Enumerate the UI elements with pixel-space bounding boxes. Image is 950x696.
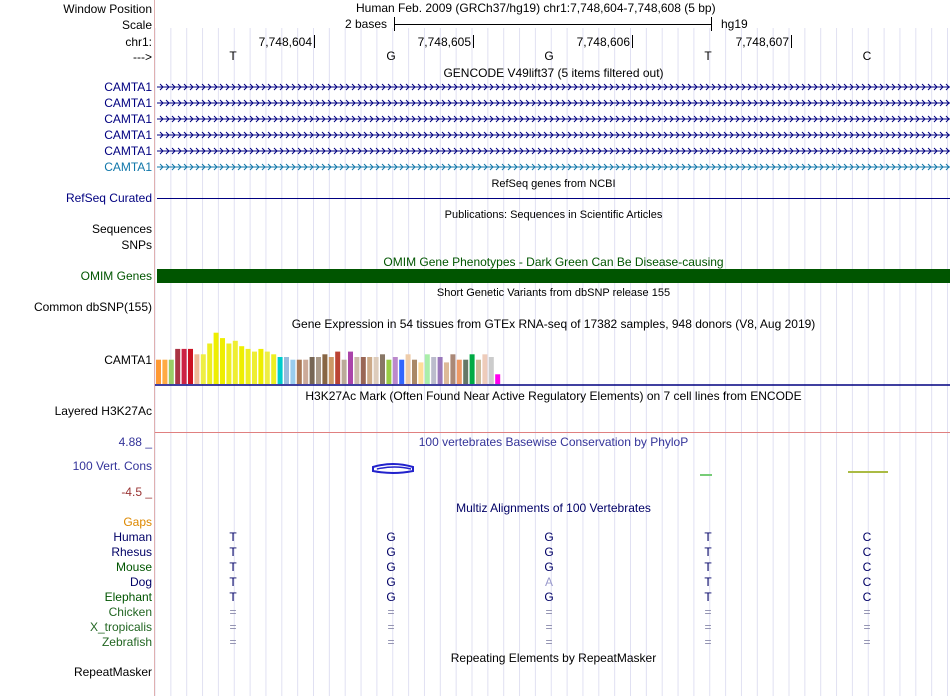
omim-gene-block[interactable] — [157, 269, 950, 283]
gtex-tissue-bar[interactable] — [361, 357, 366, 384]
gtex-tissue-bar[interactable] — [450, 354, 455, 384]
ruler-tick — [791, 35, 792, 48]
gencode-transcript-label[interactable]: CAMTA1 — [104, 112, 152, 126]
phylop-min-label: -4.5 _ — [121, 485, 152, 499]
gtex-tissue-bar[interactable] — [252, 352, 257, 384]
gtex-tissue-bar[interactable] — [162, 360, 167, 384]
gtex-tissue-bar[interactable] — [271, 354, 276, 384]
multiz-aligned-base: T — [229, 530, 237, 544]
gtex-tissue-bar[interactable] — [406, 354, 411, 384]
gtex-tissue-bar[interactable] — [354, 357, 359, 384]
strand-label: ---> — [133, 50, 152, 64]
multiz-aligned-base: = — [229, 605, 237, 619]
gtex-tissue-bar[interactable] — [367, 357, 372, 384]
gencode-transcript-label[interactable]: CAMTA1 — [104, 160, 152, 174]
multiz-aligned-base: = — [863, 635, 871, 649]
multiz-aligned-base: T — [704, 575, 712, 589]
multiz-aligned-base: = — [387, 620, 395, 634]
repeatmasker-label[interactable]: RepeatMasker — [73, 665, 152, 679]
phylop-signal[interactable] — [155, 455, 950, 485]
phylop-max-label: 4.88 _ — [118, 435, 152, 449]
gtex-tissue-bar[interactable] — [495, 374, 500, 384]
gencode-transcript-label[interactable]: CAMTA1 — [104, 80, 152, 94]
window-position-text: Human Feb. 2009 (GRCh37/hg19) chr1:7,748,604-7,748,608 (5 bp) — [356, 1, 716, 15]
reference-base: T — [229, 49, 237, 63]
multiz-aligned-base: T — [229, 545, 237, 559]
multiz-aligned-base: G — [386, 545, 396, 559]
gtex-tissue-bar[interactable] — [239, 346, 244, 384]
multiz-gaps-label: Gaps — [123, 515, 152, 529]
multiz-aligned-base: T — [704, 530, 712, 544]
repeatmasker-track-title[interactable]: Repeating Elements by RepeatMasker — [450, 651, 657, 665]
reference-base: C — [862, 49, 872, 63]
gtex-tissue-bar[interactable] — [310, 357, 315, 384]
multiz-aligned-base: = — [704, 620, 712, 634]
multiz-species-label[interactable]: Mouse — [115, 560, 152, 574]
gencode-track-title[interactable]: GENCODE V49lift37 (5 items filtered out) — [443, 66, 664, 80]
multiz-aligned-base: G — [544, 545, 554, 559]
multiz-aligned-base: = — [704, 635, 712, 649]
multiz-aligned-base: C — [862, 530, 872, 544]
multiz-aligned-base: = — [545, 605, 553, 619]
multiz-aligned-base: C — [862, 575, 872, 589]
multiz-aligned-base: G — [544, 560, 554, 574]
gtex-tissue-bar[interactable] — [226, 344, 231, 385]
dbsnp-label[interactable]: Common dbSNP(155) — [33, 300, 152, 314]
gtex-tissue-bar[interactable] — [457, 360, 462, 384]
scale-bar-left-tick — [394, 17, 395, 31]
gtex-tissue-bar[interactable] — [476, 360, 481, 384]
gtex-tissue-bar[interactable] — [290, 360, 295, 384]
gtex-tissue-bar[interactable] — [214, 333, 219, 384]
multiz-species-label[interactable]: X_tropicalis — [89, 620, 152, 634]
gtex-expression-bars[interactable] — [155, 330, 950, 386]
multiz-aligned-base: G — [544, 590, 554, 604]
gtex-tissue-bar[interactable] — [220, 338, 225, 384]
multiz-aligned-base: G — [386, 530, 396, 544]
multiz-aligned-base: = — [863, 605, 871, 619]
gtex-tissue-bar[interactable] — [194, 354, 199, 384]
gtex-tissue-bar[interactable] — [386, 360, 391, 384]
multiz-aligned-base: T — [704, 560, 712, 574]
multiz-aligned-base: = — [387, 635, 395, 649]
multiz-species-label[interactable]: Zebrafish — [101, 635, 152, 649]
gtex-tissue-bar[interactable] — [482, 354, 487, 384]
gtex-label[interactable]: CAMTA1 — [104, 353, 152, 367]
gtex-tissue-bar[interactable] — [303, 360, 308, 384]
multiz-aligned-base: T — [704, 545, 712, 559]
gtex-tissue-bar[interactable] — [418, 362, 423, 384]
scale-text: 2 bases — [345, 17, 388, 31]
pubs-sequences-label[interactable]: Sequences — [91, 222, 152, 236]
gtex-tissue-bar[interactable] — [182, 349, 187, 384]
multiz-aligned-base: C — [862, 560, 872, 574]
gtex-tissue-bar[interactable] — [297, 360, 302, 384]
gtex-tissue-bar[interactable] — [207, 344, 212, 385]
gtex-tissue-bar[interactable] — [335, 352, 340, 384]
pubs-track-title[interactable]: Publications: Sequences in Scientific Articles — [444, 209, 663, 221]
multiz-aligned-base: = — [229, 620, 237, 634]
gtex-tissue-bar[interactable] — [284, 357, 289, 384]
gencode-transcript-label[interactable]: CAMTA1 — [104, 128, 152, 142]
gtex-tissue-bar[interactable] — [438, 357, 443, 384]
multiz-aligned-base: A — [544, 575, 553, 589]
multiz-aligned-base: G — [386, 575, 396, 589]
scale-label: Scale — [121, 18, 152, 32]
ruler-tick — [632, 35, 633, 48]
multiz-species-label[interactable]: Human — [113, 530, 152, 544]
ruler-coordinate: 7,748,607 — [735, 35, 789, 49]
gtex-tissue-bar[interactable] — [316, 357, 321, 384]
multiz-aligned-base: = — [863, 620, 871, 634]
gtex-tissue-bar[interactable] — [188, 349, 193, 384]
ruler-tick — [314, 35, 315, 48]
multiz-aligned-base: G — [386, 590, 396, 604]
multiz-species-label[interactable]: Rhesus — [111, 545, 152, 559]
gtex-tissue-bar[interactable] — [348, 352, 353, 384]
gtex-tissue-bar[interactable] — [246, 349, 251, 384]
multiz-species-label[interactable]: Chicken — [108, 605, 152, 619]
gtex-tissue-bar[interactable] — [156, 360, 161, 384]
window-position-label: Window Position — [63, 2, 152, 16]
gtex-tissue-bar[interactable] — [425, 354, 430, 384]
gencode-transcript-label[interactable]: CAMTA1 — [104, 96, 152, 110]
chrom-label: chr1: — [125, 35, 152, 49]
multiz-aligned-base: = — [545, 635, 553, 649]
multiz-aligned-base: T — [229, 560, 237, 574]
multiz-species-label[interactable]: Dog — [129, 575, 152, 589]
multiz-aligned-base: = — [387, 605, 395, 619]
reference-base: T — [704, 49, 712, 63]
reference-base: G — [386, 49, 396, 63]
phylop-label[interactable]: 100 Vert. Cons — [72, 459, 152, 473]
refseq-label[interactable]: RefSeq Curated — [65, 191, 152, 205]
gtex-tissue-bar[interactable] — [329, 357, 334, 384]
gtex-tissue-bar[interactable] — [393, 357, 398, 384]
gencode-transcripts[interactable] — [157, 80, 950, 176]
multiz-aligned-base: = — [704, 605, 712, 619]
refseq-gene-line[interactable] — [157, 198, 950, 199]
gencode-transcript-label[interactable]: CAMTA1 — [104, 144, 152, 158]
gtex-tissue-bar[interactable] — [233, 341, 238, 384]
multiz-aligned-base: G — [386, 560, 396, 574]
ruler-coordinate: 7,748,606 — [576, 35, 630, 49]
gtex-tissue-bar[interactable] — [431, 357, 436, 384]
pubs-snps-label[interactable]: SNPs — [121, 238, 152, 252]
ruler-coordinate: 7,748,604 — [258, 35, 312, 49]
gtex-tissue-bar[interactable] — [489, 357, 494, 384]
h3k27ac-label[interactable]: Layered H3K27Ac — [54, 404, 152, 418]
multiz-aligned-base: C — [862, 590, 872, 604]
gtex-tissue-bar[interactable] — [201, 354, 206, 384]
scale-bar — [394, 24, 712, 25]
multiz-aligned-base: T — [229, 575, 237, 589]
gtex-tissue-bar[interactable] — [399, 360, 404, 384]
gtex-tissue-bar[interactable] — [470, 354, 475, 384]
gtex-tissue-bar[interactable] — [463, 360, 468, 384]
gtex-tissue-bar[interactable] — [258, 349, 263, 384]
h3k27ac-baseline — [155, 432, 950, 433]
phylop-track-title[interactable]: 100 vertebrates Basewise Conservation by PhyloP — [418, 435, 689, 449]
omim-label[interactable]: OMIM Genes — [80, 269, 152, 283]
h3k27ac-track-title[interactable]: H3K27Ac Mark (Often Found Near Active Regulatory Elements) on 7 cell lines from ENCODE — [305, 389, 802, 403]
gtex-tissue-bar[interactable] — [380, 354, 385, 384]
gtex-tissue-bar[interactable] — [342, 360, 347, 384]
multiz-aligned-base: T — [229, 590, 237, 604]
multiz-track-title[interactable]: Multiz Alignments of 100 Vertebrates — [456, 501, 651, 515]
gtex-tissue-bar[interactable] — [265, 352, 270, 384]
gtex-tissue-bar[interactable] — [278, 357, 283, 384]
gtex-tissue-bar[interactable] — [374, 357, 379, 384]
multiz-aligned-base: C — [862, 545, 872, 559]
gtex-tissue-bar[interactable] — [175, 349, 180, 384]
multiz-aligned-base: T — [704, 590, 712, 604]
gtex-tissue-bar[interactable] — [444, 362, 449, 384]
assembly-label: hg19 — [721, 17, 748, 31]
omim-track-title[interactable]: OMIM Gene Phenotypes - Dark Green Can Be Disease-causing — [383, 255, 724, 269]
reference-base: G — [544, 49, 554, 63]
multiz-species-label[interactable]: Elephant — [104, 590, 152, 604]
refseq-track-title[interactable]: RefSeq genes from NCBI — [491, 178, 616, 190]
multiz-aligned-base: = — [229, 635, 237, 649]
gtex-tissue-bar[interactable] — [412, 360, 417, 384]
ruler-tick — [473, 35, 474, 48]
scale-bar-right-tick — [711, 17, 712, 31]
multiz-aligned-base: = — [545, 620, 553, 634]
gtex-track-title[interactable]: Gene Expression in 54 tissues from GTEx RNA-seq of 17382 samples, 948 donors (V8, Aug 2019) — [291, 317, 816, 331]
gtex-tissue-bar[interactable] — [169, 360, 174, 384]
dbsnp-track-title[interactable]: Short Genetic Variants from dbSNP release 155 — [436, 287, 671, 299]
gtex-tissue-bar[interactable] — [322, 354, 327, 384]
ruler-coordinate: 7,748,605 — [417, 35, 471, 49]
multiz-aligned-base: G — [544, 530, 554, 544]
